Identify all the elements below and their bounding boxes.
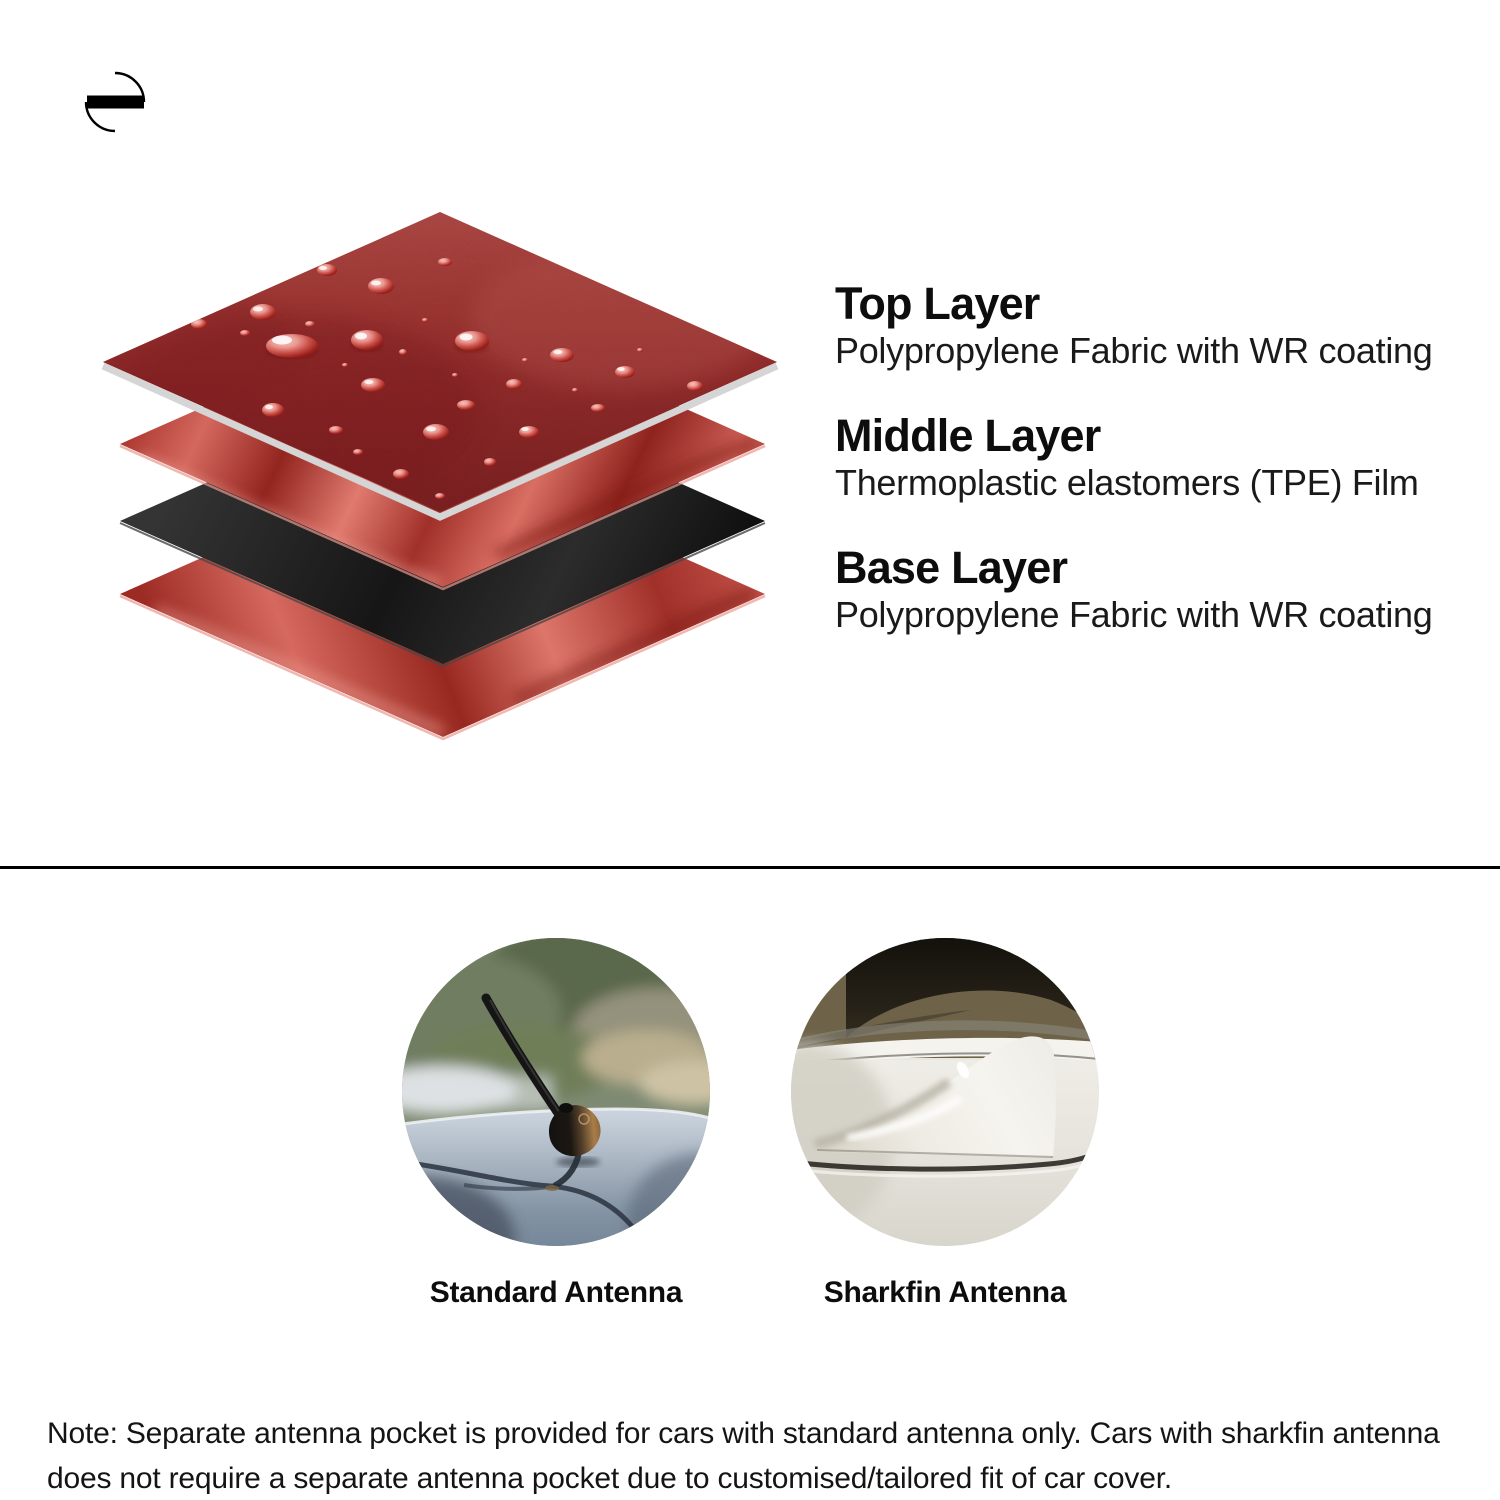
top-layer-description: Polypropylene Fabric with WR coating [835, 330, 1433, 371]
standard-antenna-figure [402, 938, 710, 1310]
middle-layer-title: Middle Layer [835, 410, 1101, 461]
section-divider [0, 866, 1500, 869]
fabric-layers-diagram [95, 200, 785, 745]
sharkfin-antenna-figure [791, 938, 1099, 1310]
layer-entry-top [835, 278, 1475, 372]
antenna-note: Note: Separate antenna pocket is provided for cars with standard antenna only. Cars with sharkfin antenna does not require a separate antenna pocket due to customised/tailored fit of car cover. [47, 1417, 1440, 1495]
layer-entry-base [835, 542, 1475, 636]
base-layer-description: Polypropylene Fabric with WR coating [835, 594, 1433, 635]
middle-layer-description: Thermoplastic elastomers (TPE) Film [835, 462, 1419, 503]
sharkfin-antenna-photo [791, 938, 1099, 1246]
layer-entry-middle [835, 410, 1475, 504]
top-layer-title: Top Layer [835, 278, 1040, 329]
standard-antenna-photo [402, 938, 710, 1246]
brand-logo-icon [74, 62, 168, 146]
sharkfin-antenna-label: Sharkfin Antenna [823, 1276, 1067, 1309]
base-layer-title: Base Layer [835, 542, 1068, 593]
standard-antenna-label: Standard Antenna [429, 1276, 683, 1309]
layer-descriptions [835, 278, 1475, 674]
